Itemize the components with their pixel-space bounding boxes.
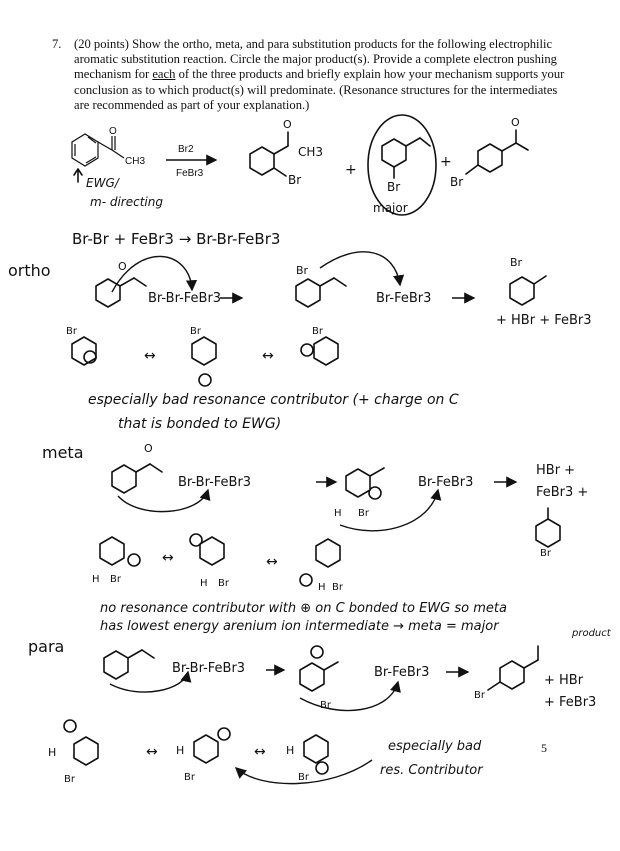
svg-text:O: O (118, 260, 127, 273)
meta-step-1 (112, 442, 336, 512)
meta-product-circled (368, 115, 436, 215)
svg-text:Br: Br (510, 256, 523, 269)
ortho-note-line2: that is bonded to EWG) (118, 416, 282, 432)
ortho-bromine-complex: Br-Br-FeBr3 (148, 291, 222, 306)
svg-text:↔: ↔ (146, 744, 158, 760)
ewg-label: EWG/ (86, 176, 119, 190)
ortho-product (250, 118, 323, 187)
page-number: 5 (541, 741, 547, 755)
svg-text:H: H (286, 744, 295, 757)
svg-text:Br: Br (540, 548, 551, 559)
meta-note-line3: product (572, 628, 611, 639)
para-product-br: Br (450, 175, 464, 189)
svg-text:H: H (334, 508, 342, 519)
para-resonance-structures (48, 720, 372, 785)
ortho-step-1 (96, 256, 242, 307)
starting-material-acetophenone (72, 126, 145, 167)
para-sigma-complex (300, 646, 468, 711)
meta-note-line2: has lowest energy arenium ion intermediate → meta = major (100, 619, 499, 634)
para-final-product (474, 646, 538, 701)
m-directing-label: m- directing (90, 195, 163, 209)
para-product (450, 116, 528, 189)
ortho-product-ch3: CH3 (298, 145, 324, 159)
para-note-line2: res. Contributor (380, 763, 483, 778)
svg-text:↔: ↔ (262, 348, 274, 364)
question-text-part2: of the three products and briefly explain how your mechanism supports your conclusion as to which product(s) will predominate. (Resonance structures for the intermediates are recommended as part of your explanation.) (74, 67, 565, 112)
para-step-1 (104, 650, 284, 692)
svg-text:Br: Br (66, 326, 77, 337)
ortho-final-product (496, 256, 592, 328)
carbonyl-o: O (109, 126, 117, 137)
ortho-note-line1: especially bad resonance contributor (+ charge on C (88, 392, 459, 408)
meta-final-product (536, 508, 560, 559)
para-byproducts-line2: + FeBr3 (544, 695, 597, 710)
ortho-byproducts: + HBr + FeBr3 (496, 313, 592, 328)
meta-leaving-group: Br-FeBr3 (418, 475, 474, 490)
svg-text:↔: ↔ (254, 744, 266, 760)
svg-text:Br: Br (332, 582, 343, 593)
reagent-febr3: FeBr3 (176, 168, 204, 179)
svg-text:H: H (200, 578, 208, 589)
svg-text:Br: Br (110, 574, 121, 585)
para-note-line1: especially bad (388, 739, 482, 754)
ortho-sigma-complex (296, 252, 474, 307)
meta-heading: meta (42, 443, 84, 462)
svg-text:Br: Br (312, 326, 323, 337)
activation-equation: Br-Br + FeBr3 → Br-Br-FeBr3 (72, 230, 281, 248)
meta-byproducts-line1: HBr + (536, 463, 576, 478)
meta-bromine-complex: Br-Br-FeBr3 (178, 475, 252, 490)
major-circle (368, 115, 436, 215)
meta-byproducts-line2: FeBr3 + (536, 485, 589, 500)
reagent-br2: Br2 (178, 144, 194, 155)
para-heading: para (28, 637, 65, 656)
meta-note-line1: no resonance contributor with ⊕ on C bonded to EWG so meta (100, 601, 507, 616)
ortho-leaving-group: Br-FeBr3 (376, 291, 432, 306)
para-leaving-group: Br-FeBr3 (374, 665, 430, 680)
meta-sigma-complex (334, 468, 516, 531)
ch3-label: CH3 (125, 156, 146, 167)
meta-resonance-structures (92, 534, 344, 593)
question-underlined-word: each (152, 67, 176, 82)
svg-text:↔: ↔ (266, 554, 278, 570)
question-text-part1: (20 points) Show the ortho, meta, and para substitution products for the following electrophilic aromatic substitution reaction. Circle the major product(s). Provide a complete electron pushing mechanism for (74, 37, 557, 82)
ewg-arrow (74, 169, 82, 182)
para-product-o: O (511, 116, 520, 129)
svg-text:Br: Br (184, 772, 195, 783)
para-byproducts-line1: + HBr (544, 673, 584, 688)
svg-text:H: H (92, 574, 100, 585)
plus-sign-2: + (440, 154, 452, 170)
svg-text:Br: Br (218, 578, 229, 589)
svg-text:H: H (176, 744, 185, 757)
para-bromine-complex: Br-Br-FeBr3 (172, 661, 246, 676)
plus-sign-1: + (345, 162, 357, 178)
svg-text:Br: Br (474, 690, 485, 701)
major-label: major (373, 201, 408, 215)
svg-text:Br: Br (358, 508, 369, 519)
ortho-product-br: Br (288, 173, 302, 187)
ortho-resonance-structures (66, 326, 338, 386)
svg-text:↔: ↔ (144, 348, 156, 364)
ortho-product-o: O (283, 118, 292, 131)
svg-text:Br: Br (296, 264, 309, 277)
svg-text:↔: ↔ (162, 550, 174, 566)
svg-text:Br: Br (190, 326, 201, 337)
svg-text:Br: Br (298, 772, 309, 783)
question-number: 7. (52, 37, 62, 51)
meta-product-br: Br (387, 180, 401, 194)
svg-text:Br: Br (320, 700, 331, 711)
svg-text:H: H (318, 582, 326, 593)
svg-text:H: H (48, 746, 57, 759)
ortho-heading: ortho (8, 261, 51, 280)
svg-text:O: O (144, 442, 153, 455)
svg-text:Br: Br (64, 774, 75, 785)
